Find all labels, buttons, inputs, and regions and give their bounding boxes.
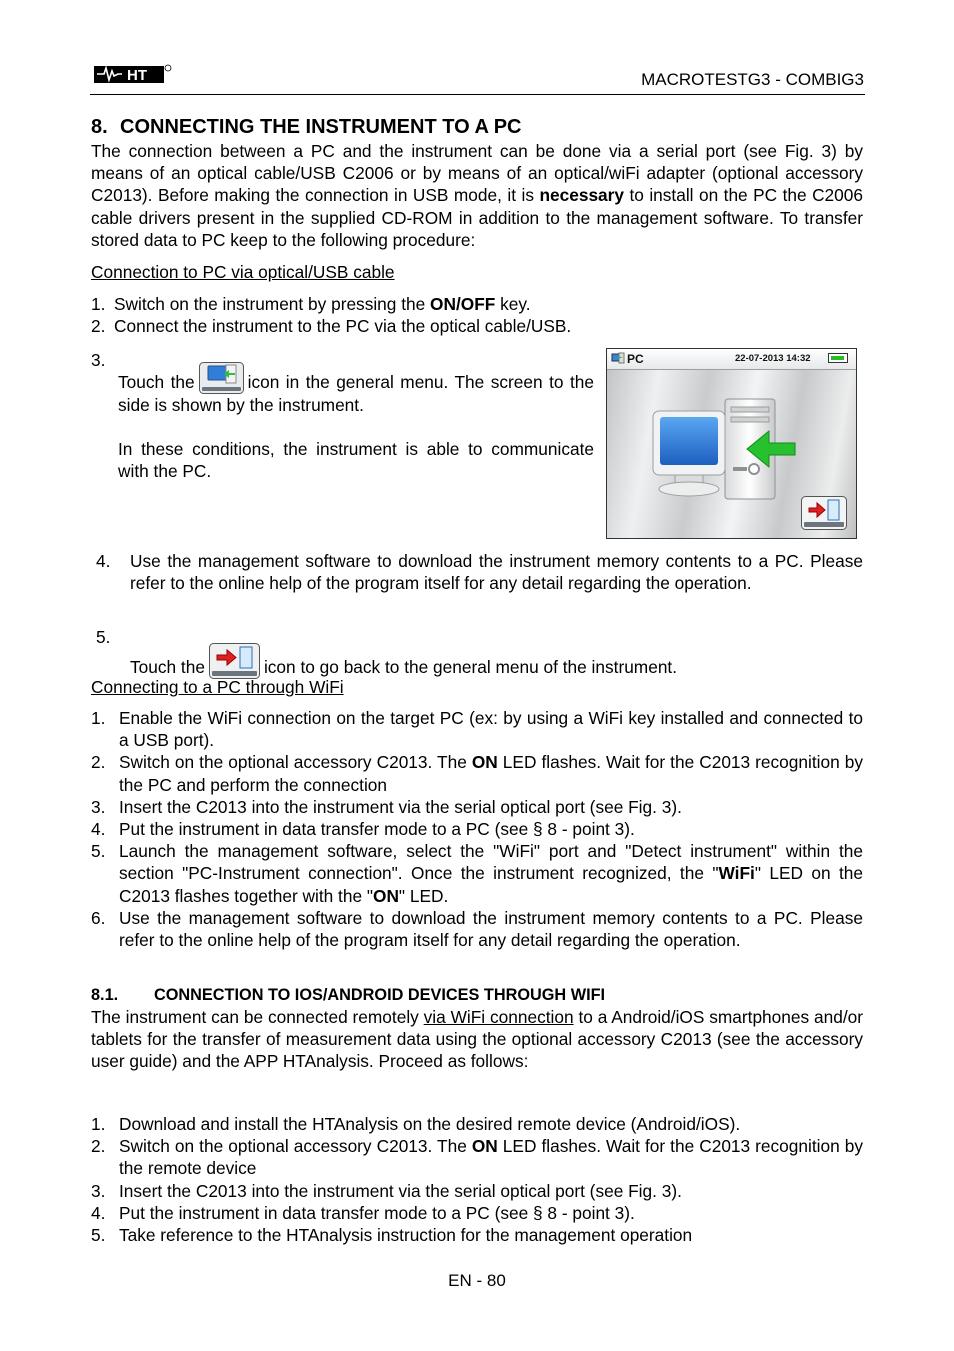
list-item: 1. Download and install the HTAnalysis on the desired remote device (Android/iOS). (91, 1114, 741, 1134)
page-number: EN - 80 (448, 1271, 506, 1290)
step3-followup: In these conditions, the instrument is able to communicate with the PC. (118, 439, 594, 482)
computer-icon (647, 387, 817, 507)
subsection-title: CONNECTION TO IOS/ANDROID DEVICES THROUGH WIFI (154, 986, 606, 1004)
battery-icon (828, 353, 848, 363)
list-item: 2. Connect the instrument to the PC via the optical cable/USB. (91, 316, 572, 337)
list-number: 4. (96, 551, 111, 571)
app-steps-list (91, 1113, 863, 1246)
list-item: 1. Enable the WiFi connection on the target PC (ex: by using a WiFi key installed and connected to a USB port). (91, 708, 863, 751)
list-item: 6. Use the management software to download the instrument memory contents to a PC. Please refer to the online help of the program itself for any detail regarding the operation. (91, 907, 863, 951)
wifi-paragraph: The instrument can be connected remotely via WiFi connection to a Android/iOS smartphones and/or tablets for the transfer of measurement data using the optional accessory C2013 (see the accessory user guide) and the APP HTAnalysis. Proceed as follows: (91, 1007, 863, 1072)
list-number: 3. (91, 350, 106, 370)
exit-arrow-icon (209, 643, 260, 679)
subsection-number: 8.1. (91, 986, 119, 1004)
pc-mini-icon (611, 352, 625, 366)
list-item: 5. Take reference to the HTAnalysis instruction for the management operation (91, 1225, 693, 1246)
list-item: 3. Insert the C2013 into the instrument via the serial optical port (see Fig. 3). (91, 796, 682, 817)
list-item: Touch the icon in the general menu. The screen to the side is shown by the instrument. In these conditions, the instrument is able to communicate with the PC. (118, 362, 594, 483)
exit-arrow-icon[interactable] (801, 496, 847, 530)
pc-connection-icon (199, 362, 244, 394)
list-item: Use the management software to download the instrument memory contents to a PC. Please refer to the online help of the program itself for any detail regarding the operation. (130, 551, 863, 594)
list-item: Touch the icon to go back to the general menu of the instrument. (130, 643, 863, 679)
list-item: 1. Switch on the instrument by pressing the ON/OFF key. (91, 294, 531, 314)
list-item: 3. Insert the C2013 into the instrument via the serial optical port (see Fig. 3). (91, 1180, 682, 1201)
screen-datetime: 22-07-2013 14:32 (735, 353, 811, 364)
screen-title: PC (627, 352, 644, 366)
list-item: 4. Put the instrument in data transfer mode to a PC (see § 8 - point 3). (91, 819, 635, 840)
section-number: 8. (91, 116, 108, 138)
list-item: 4. Put the instrument in data transfer mode to a PC (see § 8 - point 3). (91, 1202, 635, 1223)
subsection-heading (91, 985, 605, 1005)
screen-title-bar (607, 349, 856, 370)
section-title: CONNECTING THE INSTRUMENT TO A PC (120, 116, 522, 138)
wifi-subtitle: Connecting to a PC through WiFi (91, 677, 344, 697)
section-heading (91, 115, 521, 139)
list-item: 2. Switch on the optional accessory C2013. The ON LED flashes. Wait for the C2013 recognition by the remote device (91, 1136, 863, 1179)
ht-logo (94, 63, 172, 85)
list-number: 5. (96, 627, 111, 647)
header-divider (90, 94, 865, 95)
wifi-steps-list (91, 707, 863, 951)
logo-text: HT (127, 67, 147, 84)
usb-steps-list (91, 293, 863, 337)
usb-subtitle: Connection to PC via optical/USB cable (91, 262, 395, 282)
document-header-title: MACROTESTG3 - COMBIG3 (641, 70, 864, 89)
list-item: 5. Launch the management software, select the "WiFi" port and "Detect instrument" within the section "PC-Instrument connection". Once the instrument recognized, the "WiFi" LED on the C2013 flashes together with the "ON" LED. (91, 841, 863, 906)
instrument-screen (606, 348, 857, 539)
list-item: 2. Switch on the optional accessory C2013. The ON LED flashes. Wait for the C2013 recognition by the PC and perform the connection (91, 752, 863, 795)
intro-paragraph: The connection between a PC and the instrument can be done via a serial port (see Fig. 3) by means of an optical cable/USB C2006 or by means of an optical/wiFi adapter (optional accessory C2013). Before making the connection in USB mode, it is necessary to install on the PC the C2006 cable drivers present in the supplied CD-ROM in addition to the management software. To transfer stored data to PC keep to the following procedure: (91, 141, 863, 250)
